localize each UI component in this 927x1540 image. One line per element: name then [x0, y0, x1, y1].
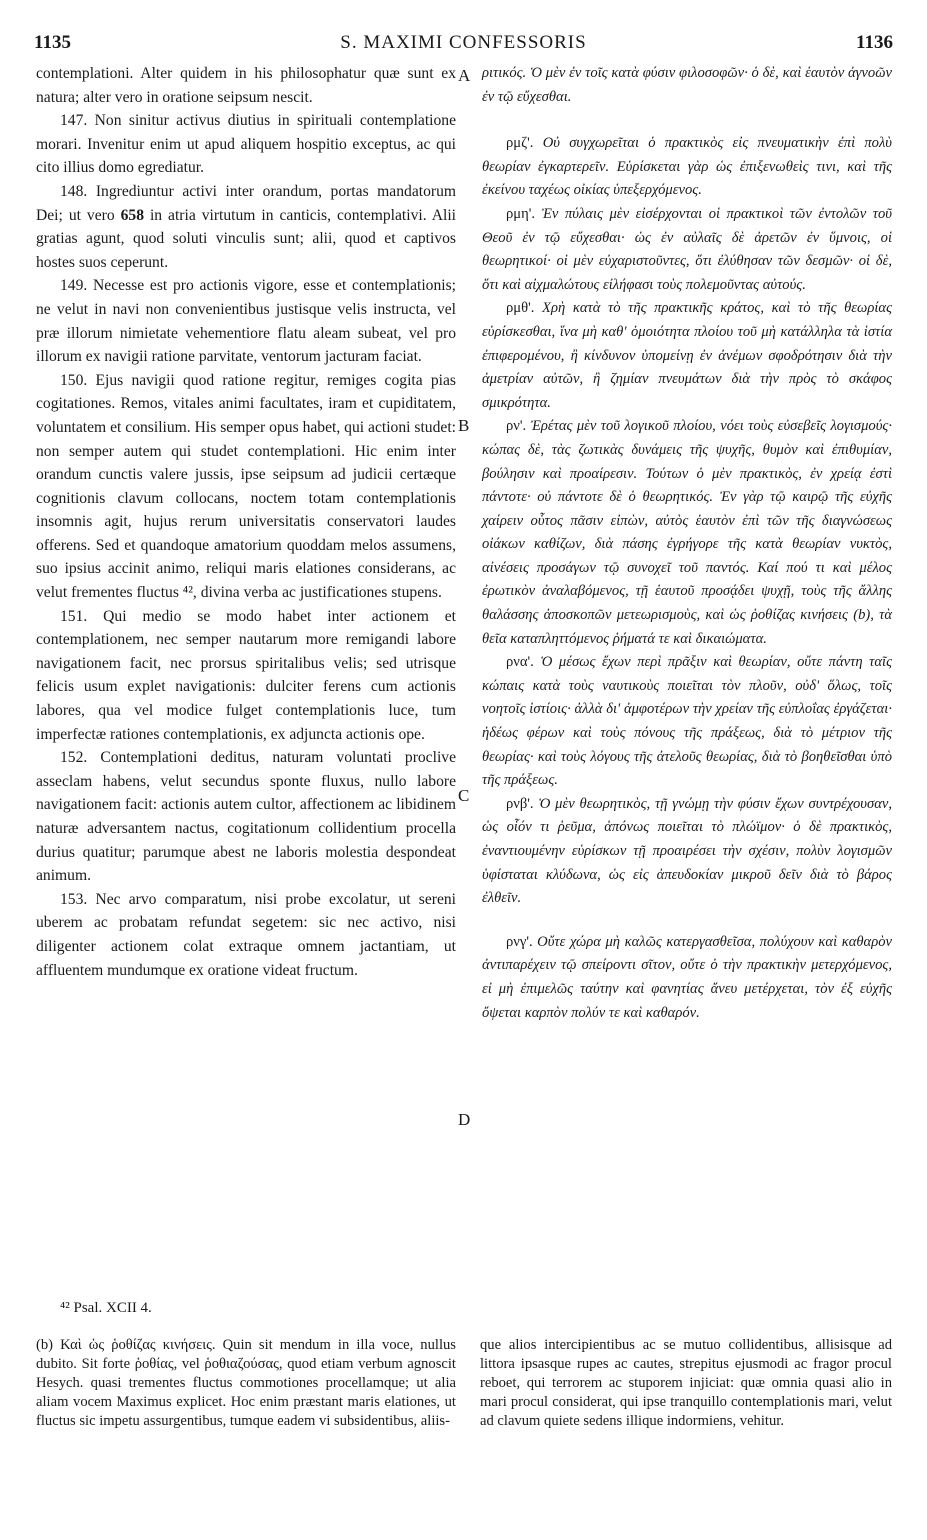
note-column-left [36, 1336, 456, 1431]
latin-paragraph-148 [36, 180, 456, 274]
latin-paragraph-147: 147. Non sinitur activus diutius in spirituali contemplatione morari. Invenitur enim ut apud aliquem hospitio exceptus, ac qui cito illius domo egrediatur. [36, 112, 456, 177]
latin-paragraph-150: 150. Ejus navigii quod ratione regitur, remiges cogita pias cogitationes. Remos, vitales animi facultates, iram et cupiditatem, voluntatem et consilium. His semper opus habet, qui actioni studet: non semper autem qui studet contemplationi. Hic enim inter orandum cunctis valere jussis, ipse seipsum ad judicii certæque cognitionis clavum collocans, noctem totam contemplationis insomnis agit, hujus rerum universitatis conservatori laudes offerens. Sed et quandoque amatorium quoddam melos assumens, suo ipsius accinit animo, reliqui maris elationes considerans, ac velut frementes fluctus ⁴², divina verba ac justificationes stupens. [36, 371, 456, 602]
greek-column [482, 62, 892, 1025]
latin-paragraph-152: 152. Contemplationi deditus, naturam voluntati proclive asseclam habens, velut secundus sponte fluxus, nullo labore navigationem facit: actionis autem cultor, affectionem ac libidinem naturæ adversantem nactus, cogitationum collidentium procella durius quatitur; parumque abest ne laboris molestia despondeat animum. [36, 749, 456, 885]
margin-marker-b: B [458, 416, 470, 435]
greek-paragraph-153: ρνγ'. Οὔτε χώρα μὴ καλῶς κατεργασθεῖσα, πολύχουν καὶ καθαρὸν ἀντιπαρέχειν τῷ σπείροντι σῖτον, οὔτε ὁ τὴν πρακτικὴν μετερχόμενος, εἰ μὴ ἐπιμελῶς ταύτην καὶ φανητίας ἄνευ μετέρχεται, τὸν ἐξ εὐχῆς ὄψεται καρπὸν πολύν τε καὶ καθαρόν. [482, 933, 892, 1021]
greek-number-147: ρμζ'. [506, 135, 534, 152]
page-number-right: 1136 [856, 32, 893, 53]
greek-number-152: ρνβ'. [506, 795, 534, 812]
running-header [34, 32, 893, 58]
note-b-text-right: que alios intercipientibus ac se mutuo collidentibus, allisisque ad littora ipsasque rupes ac cautes, strepitus ejusmodi ac fragor procul reboet, qui terrorem ac stuporem injiciat: quæ omnia quasi alio in mari procul considerat, qui ipse tranquillo contemplationis mari, velut ad clavum quiete sedens illique indormiens, vehitur. [480, 1337, 892, 1429]
greek-number-149: ρμθ'. [506, 300, 535, 317]
page-number-left: 1135 [34, 32, 71, 53]
greek-number-150: ρν'. [506, 418, 527, 435]
margin-marker-d: D [458, 1110, 471, 1129]
latin-paragraph-continuation: contemplationi. Alter quidem in his philosophatur quæ sunt ex natura; alter vero in oratione seipsum nescit. [36, 65, 456, 106]
greek-paragraph-147: ρμζ'. Οὐ συγχωρεῖται ὁ πρακτικὸς εἰς πνευματικὴν ἐπὶ πολὺ θεωρίαν ἐγκαρτερεῖν. Εὑρίσκεται γὰρ ὡς ἐπιξενωθεὶς τινι, καὶ τῆς ἐκείνου ταχέως οἰκίας ὑπεξερχόμενος. [482, 135, 893, 199]
latin-148-part-a: 148. Ingrediuntur activi inter orandum, portas mandatorum Dei; ut vero [36, 182, 456, 224]
greek-paragraph-148: ρμη'. Ἐν πύλαις μὲν εἰσέρχονται οἱ πρακτικοὶ τῶν ἐντολῶν τοῦ Θεοῦ ἐν τῷ εὔχεσθαι· ὡς ἐν αὐλαῖς δὲ ἀρετῶν ἐν ὕμνοις, οἱ θεωρητικοί· οἱ μὲν εὐχαριστοῦντες, ὅτι ἐλύθησαν τῶν δεσμῶν· οἱ δὲ, ὅτι καὶ αἰχμαλώτους εἰλήφασι τοὺς πολεμοῦντας αὐτούς. [482, 205, 892, 293]
running-title: S. MAXIMI CONFESSORIS [340, 32, 587, 53]
note-column-right [480, 1336, 892, 1431]
greek-paragraph-149: ρμθ'. Χρὴ κατὰ τὸ τῆς πρακτικῆς κράτος, καὶ τὸ τῆς θεωρίας εὑρίσκεσθαι, ἵνα μὴ καθ' ὁμοιότητα πλοίου τοῦ μὴ κατάλληλα τὰ ἱστία ἐπιφερομένου, ἢ κίνδυνον ὑπομείνῃ ἐν ἀνέμων σφοδρότησιν διὰ τὴν ἀμετρίαν αὐτῶν, ἢ ζημίαν πνευμάτων διὰ τὴν πρὸς τὸ σκάφος σμικρότητα. [482, 300, 892, 411]
latin-paragraph-153: 153. Nec arvo comparatum, nisi probe excolatur, ut sereni uberem ac probatam refundat segetem: sic nec activo, nisi diligenter actionem colat extraque omnem jactantiam, ut affluentem mundumque ex oratione videat fructum. [36, 890, 456, 979]
latin-paragraph-151: 151. Qui medio se modo habet inter actionem et contemplationem, nec semper nautarum more remigandi labore navigationem facit, nec prorsus spiritalibus velis; sed utrisque felicis usum explet navigationis: dulciter ferens cum actionis labores, qua vel modice fulget contemplationis luce, tum imperfectæ rationes contemplationis, ex adjuncta actionis ope. [36, 607, 456, 743]
greek-paragraph-152: ρνβ'. Ὁ μὲν θεωρητικὸς, τῇ γνώμῃ τὴν φύσιν ἔχων συντρέχουσαν, ὡς οἷόν τι ῥεῦμα, ἀπόνως ποιεῖται τὸ πλώϊμον· ὁ δὲ πρακτικὸς, ἐναντιουμένην εὑρίσκων τῇ προαιρέσει τὴν σχέσιν, πολὺν λογισμῶν ὑφίσταται κλύδωνα, ὡς εἰς ἀπευδοκίαν μικροῦ δεῖν διὰ τὸ βάρος ἐλθεῖν. [482, 795, 892, 907]
greek-paragraph-150: ρν'. Ἐρέτας μὲν τοῦ λογικοῦ πλοίου, νόει τοὺς εὐσεβεῖς λογισμούς· κώπας δὲ, τὰς ζωτικὰς δυνάμεις τῆς ψυχῆς, θυμὸν καὶ ἐπιθυμίαν, βούλησιν καὶ προαίρεσιν. Τούτων ὁ μὲν πρακτικὸς, ἐν χρείᾳ ἐστὶ πάντοτε· οὐ πάντοτε δὲ ὁ θεωρητικός. Ἐν γὰρ τῷ καιρῷ τῆς εὐχῆς χαίρειν οὗτος πᾶσιν εἰπὼν, αὐτὸς ἑαυτὸν ἐπὶ τῶν τῆς διαγνώσεως οἰάκων καθίζων, διὰ πάσης ἐγρήγορε τῆς κατὰ θεωρίαν νυκτὸς, αἰνέσεις προσάγων τῷ συνοχεῖ τοῦ παντός. Καί πού τι καὶ μέλος ἐρωτικὸν ἀναλαβόμενος, τῇ ἑαυτοῦ προσᾴδει ψυχῇ, τοὺς τῆς ἄλλης θαλάσσης ἀποσκοπῶν μετεωρισμοὺς, καὶ ὡς ῥοθίζας κινήσεις (b), τὰ θεῖα καταπληττόμενος ῥήματά τε καὶ δικαιώματα. [482, 418, 892, 647]
margin-marker-c: C [458, 786, 470, 805]
column-number: 658 [120, 206, 144, 224]
latin-148-part-b: in atria virtutum in canticis, contemplativi. Alii gratias agunt, quod soluti vinculis sunt; alii, quod et captivos hostes suos ceperunt. [36, 206, 456, 271]
note-b-text-left: (b) Καὶ ὡς ῥοθίζας κινήσεις. Quin sit mendum in illa voce, nullus dubito. Sit forte ῥοθίας, vel ῥοθιαζούσας, quod etiam verbum agnoscit Hesych. quasi trementes fluctus commotiones procellamque; ut alia aliam vocem Maximus explicet. Hoc enim præstant maris elationes, ut fluctus sic impetu assurgentibus, tumque eadem vi subsidentibus, aliis- [36, 1337, 456, 1429]
greek-number-153: ρνγ'. [506, 933, 533, 950]
greek-paragraph-151: ρνα'. Ὁ μέσως ἔχων περὶ πρᾶξιν καὶ θεωρίαν, οὔτε πάντη ταῖς κώπαις κατὰ τοὺς ναυτικοὺς ποιεῖται τὸν πλοῦν, οὐδ' ὅλως, τοῖς νοητοῖς ἱστίοις· ἀλλὰ δι' ἀμφοτέρων τὴν χρείαν τῆς εὐπλοΐας ἐργάζεται· ἡδέως φέρων καὶ τοὺς πόνους τῆς πράξεως, διὰ τὸ μέτριον τῆς θεωρίας· καὶ τοὺς λόγους τῆς ἀτελοῦς θεωρίας, διὰ τὸ βοηθεῖσθαι ὑπὸ τῆς πράξεως. [482, 654, 892, 789]
greek-number-151: ρνα'. [506, 654, 534, 671]
margin-marker-a: A [458, 66, 471, 85]
latin-paragraph-149: 149. Necesse est pro actionis vigore, esse et contemplationis; ne velut in navi non convenientibus justisque velis instructa, vel præ illorum nimietate vehementiore flatu aleam subeat, vel pro illorum ex navigii ratione parvitate, ventorum jacturam faciat. [36, 277, 456, 366]
greek-paragraph-continuation: ριτικός. Ὁ μὲν ἐν τοῖς κατὰ φύσιν φιλοσοφῶν· ὁ δὲ, καὶ ἑαυτὸν ἀγνοῶν ἐν τῷ εὔχεσθαι. [482, 65, 892, 105]
greek-number-148: ρμη'. [506, 205, 536, 222]
scripture-footnote: ⁴² Psal. XCII 4. [60, 1300, 152, 1316]
latin-column [36, 62, 456, 982]
